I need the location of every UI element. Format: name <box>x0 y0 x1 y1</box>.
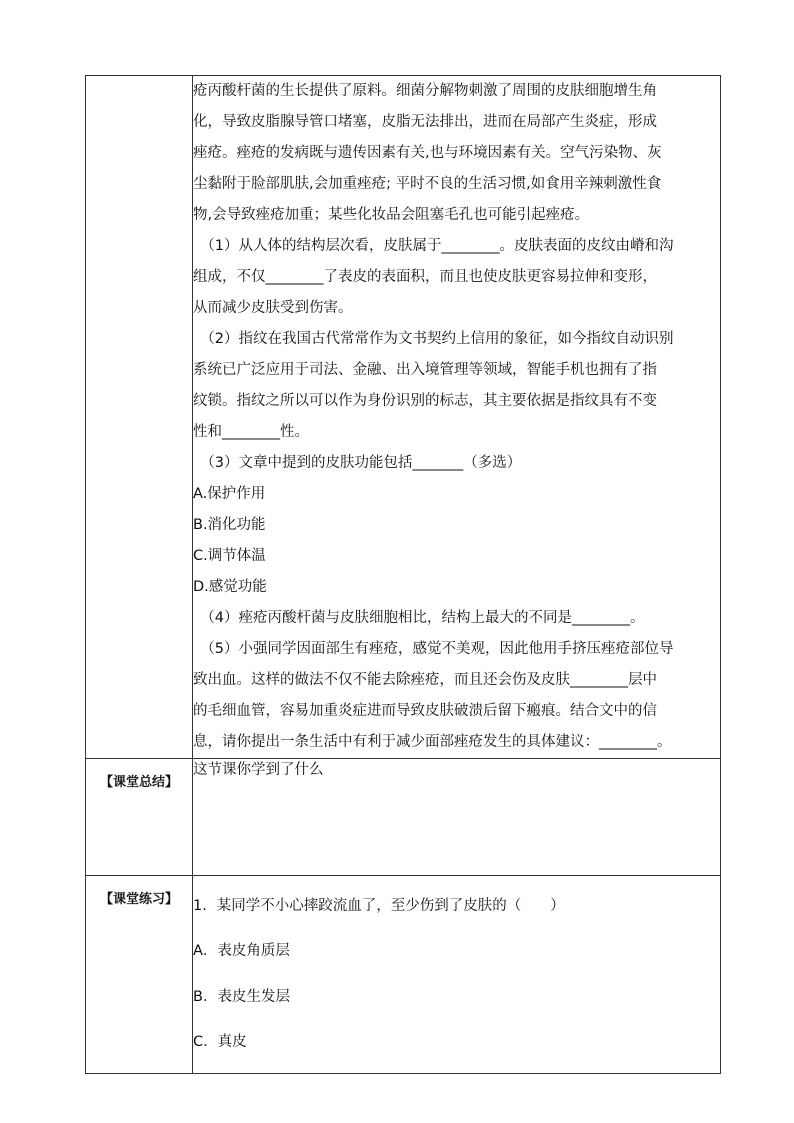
summary-prompt: 这节课你学到了什么 <box>193 762 324 778</box>
question-3-option-c: C.调节体温 <box>193 548 266 564</box>
question-5-line: （5）小强同学因面部生有痤疮，感觉不美观，因此他用手挤压痤疮部位导 <box>200 641 674 657</box>
question-5-line: 息，请你提出一条生活中有利于减少面部痤疮发生的具体建议：________。 <box>193 734 672 750</box>
practice-label: 【课堂练习】 <box>86 876 193 1074</box>
article-line: 物,会导致痤疮加重；某些化妆品会阻塞毛孔也可能引起痤疮。 <box>193 207 590 223</box>
article-line: 疮丙酸杆菌的生长提供了原料。细菌分解物刺激了周围的皮肤细胞增生角 <box>193 83 657 99</box>
question-2-line: （2）指纹在我国古代常常作为文书契约上信用的象征，如今指纹自动识别 <box>200 331 674 347</box>
reading-row <box>86 76 721 759</box>
question-1-line: 从而减少皮肤受到伤害。 <box>193 300 353 316</box>
article-line: 尘黏附于脸部肌肤,会加重痤疮; 平时不良的生活习惯,如食用辛辣刺激性食 <box>193 176 662 192</box>
question-4: （4）痤疮丙酸杆菌与皮肤细胞相比，结构上最大的不同是________。 <box>200 610 645 626</box>
practice-content-cell <box>193 876 721 1074</box>
practice-option-b: B．表皮生发层 <box>193 988 290 1005</box>
practice-option-c: C．真皮 <box>193 1034 247 1050</box>
practice-option-a: A．表皮角质层 <box>193 943 290 959</box>
summary-row <box>86 759 721 876</box>
question-1-line: 组成，不仅________了表皮的表面积，而且也使皮肤更容易拉伸和变形， <box>193 269 657 285</box>
question-3-option-d: D.感觉功能 <box>193 579 267 595</box>
summary-label: 【课堂总结】 <box>86 759 193 876</box>
question-2-line: 性和________性。 <box>193 424 309 440</box>
question-2-line: 系统已广泛应用于司法、金融、出入境管理等领域，智能手机也拥有了指 <box>193 362 657 378</box>
question-3-option-b: B.消化功能 <box>193 517 266 533</box>
question-3: （3）文章中提到的皮肤功能包括_______（多选） <box>200 455 522 471</box>
question-3-option-a: A.保护作用 <box>193 486 266 502</box>
summary-content-cell <box>193 759 721 876</box>
practice-row <box>86 876 721 1074</box>
worksheet-table <box>85 75 721 1074</box>
article-line: 化，导致皮脂腺导管口堵塞，皮脂无法排出，进而在局部产生炎症，形成 <box>193 114 657 130</box>
question-2-line: 纹锁。指纹之所以可以作为身份识别的标志，其主要依据是指纹具有不变 <box>193 393 657 409</box>
question-5-line: 的毛细血管，容易加重炎症进而导致皮肤破溃后留下瘢痕。结合文中的信 <box>193 703 657 719</box>
question-1-line: （1）从人体的结构层次看，皮肤属于________。皮肤表面的皮纹由嵴和沟 <box>200 238 674 254</box>
reading-label-cell <box>86 76 193 759</box>
practice-question: 1．某同学不小心摔跤流血了，至少伤到了皮肤的（ ） <box>193 897 565 914</box>
question-5-line: 致出血。这样的做法不仅不能去除痤疮，而且还会伤及皮肤________层中 <box>193 672 657 688</box>
reading-content-cell <box>193 76 721 759</box>
article-line: 痤疮。痤疮的发病既与遗传因素有关,也与环境因素有关。空气污染物、灰 <box>193 145 662 161</box>
